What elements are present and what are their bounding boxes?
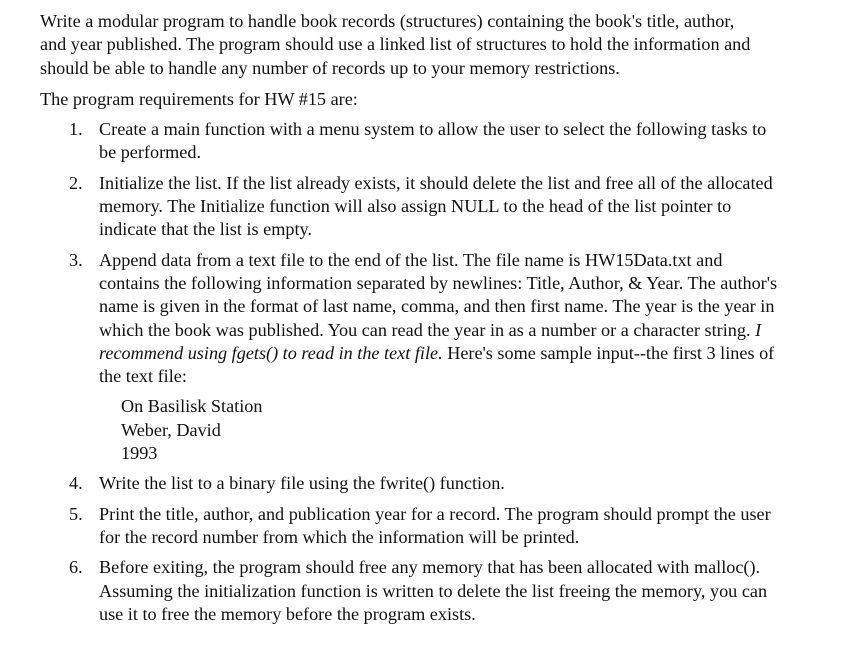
requirement-item-1 xyxy=(40,118,841,165)
item-number: 3. xyxy=(69,249,83,270)
item-text-after: Here's some sample input--the first 3 lines of the text file: xyxy=(99,342,775,387)
requirement-item-5 xyxy=(40,503,841,550)
item-text: Initialize the list. If the list already exists, it should delete the list and free all of the allocated memory. The Initialize function will also assign NULL to the head of the list pointer to indicate that the list is empty. xyxy=(99,172,773,240)
sample-input-block xyxy=(121,395,841,465)
item-text: Before exiting, the program should free any memory that has been allocated with malloc(). Assuming the initialization function is written to delete the list freeing the memory, you can use it to free the memory before the program exists. xyxy=(99,557,768,624)
item-text: Append data from a text file to the end of the list. The file name is HW15Data.txt and contains the following information separated by newlines: Title, Author, & Year. The author's name is given in the format of last name, comma, and then first name. The year is the year in which the book was published. You can read the year in as a number or a character string. xyxy=(99,249,778,340)
item-number: 4. xyxy=(69,473,83,494)
item-number: 2. xyxy=(69,172,83,193)
sample-line-title: On Basilisk Station xyxy=(121,396,263,417)
requirements-list xyxy=(40,118,841,626)
item-text: Create a main function with a menu system to allow the user to select the following tasks to be performed. xyxy=(99,119,767,163)
item-number: 1. xyxy=(69,119,83,140)
requirements-heading: The program requirements for HW #15 are: xyxy=(40,88,358,109)
requirement-item-2 xyxy=(40,172,841,242)
item-number: 5. xyxy=(69,503,83,524)
requirement-item-3 xyxy=(40,249,841,466)
sample-line-year: 1993 xyxy=(121,443,158,464)
item-text-block xyxy=(99,249,779,389)
item-text: Write the list to a binary file using the fwrite() function. xyxy=(99,473,505,494)
intro-paragraph: Write a modular program to handle book records (structures) containing the book's title, author, and year published. The program should use a linked list of structures to hold the information and should be able to handle any number of records up to your memory restrictions. xyxy=(40,11,751,78)
sample-line-author: Weber, David xyxy=(121,419,221,440)
requirement-item-6 xyxy=(40,556,841,626)
requirement-item-4 xyxy=(40,472,841,495)
item-italic-note: I recommend using fgets() to read in the text file. xyxy=(99,319,762,363)
item-text: Print the title, author, and publication year for a record. The program should prompt the user for the record number from which the information will be printed. xyxy=(99,503,771,547)
item-number: 6. xyxy=(69,557,83,578)
